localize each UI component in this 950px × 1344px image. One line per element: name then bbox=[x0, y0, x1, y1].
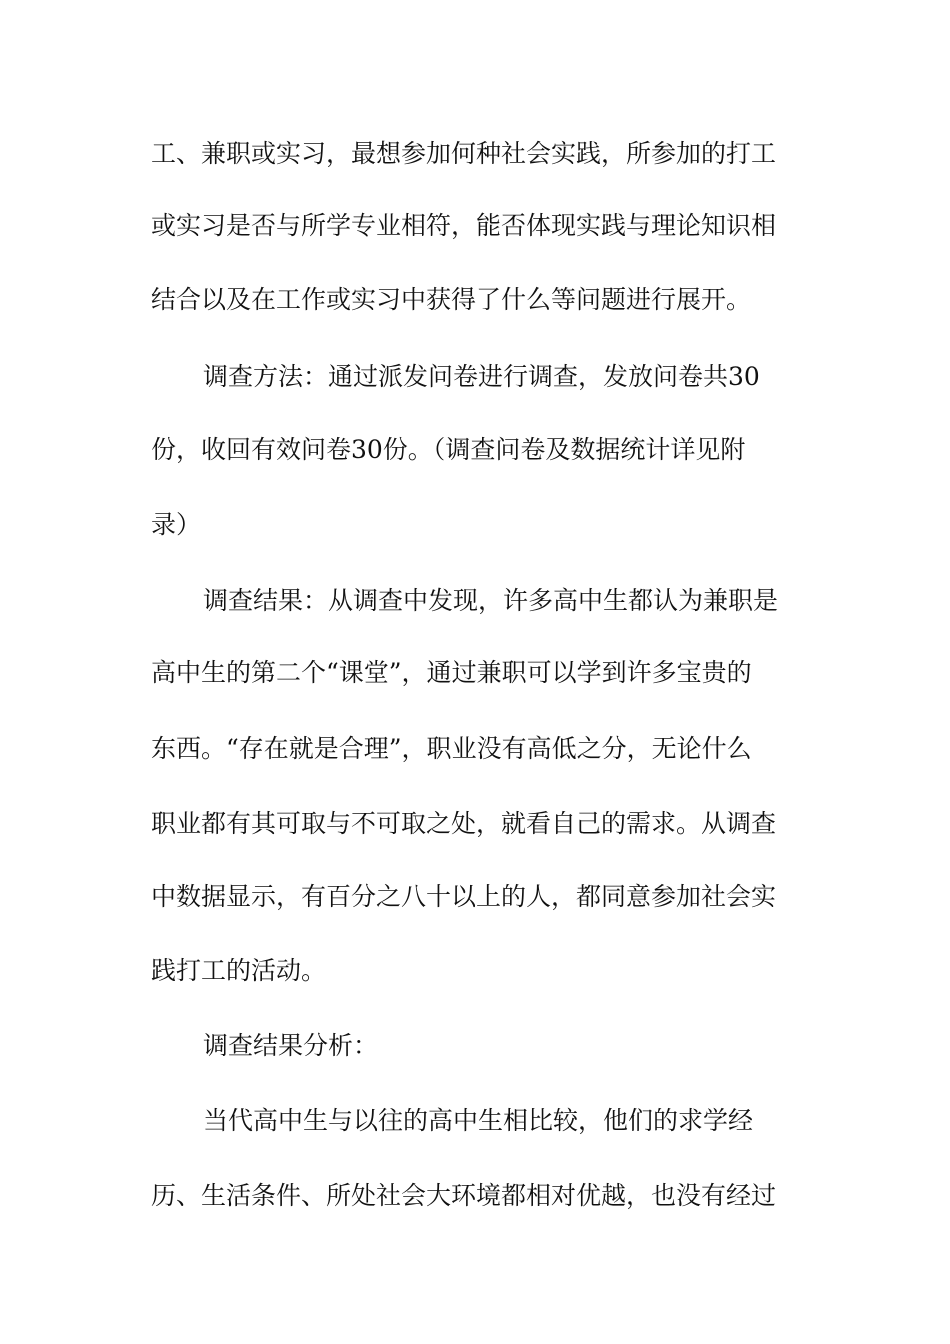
text-line: 东西。“存在就是合理”，职业没有高低之分，无论什么 bbox=[151, 734, 752, 763]
text-line: 份，收回有效问卷30份。（调查问卷及数据统计详见附 bbox=[151, 435, 746, 464]
text-line: 或实习是否与所学专业相符，能否体现实践与理论知识相 bbox=[151, 211, 777, 240]
section-heading: 调查结果分析： bbox=[203, 1031, 379, 1060]
text-line: 历、生活条件、所处社会大环境都相对优越，也没有经过 bbox=[151, 1181, 777, 1210]
text-line: 高中生的第二个“课堂”，通过兼职可以学到许多宝贵的 bbox=[151, 658, 752, 687]
text-line: 结合以及在工作或实习中获得了什么等问题进行展开。 bbox=[151, 285, 752, 314]
text-line: 中数据显示，有百分之八十以上的人，都同意参加社会实 bbox=[151, 882, 777, 911]
paragraph-start-line: 当代高中生与以往的高中生相比较，他们的求学经 bbox=[203, 1106, 754, 1135]
text-line: 工、兼职或实习，最想参加何种社会实践，所参加的打工 bbox=[151, 139, 777, 168]
paragraph-start-line: 调查方法：通过派发问卷进行调查，发放问卷共30 bbox=[203, 362, 760, 391]
text-line: 践打工的活动。 bbox=[151, 956, 327, 985]
text-line: 录） bbox=[151, 510, 202, 539]
text-line: 职业都有其可取与不可取之处，就看自己的需求。从调查 bbox=[151, 809, 777, 838]
paragraph-start-line: 调查结果：从调查中发现，许多高中生都认为兼职是 bbox=[203, 586, 779, 615]
